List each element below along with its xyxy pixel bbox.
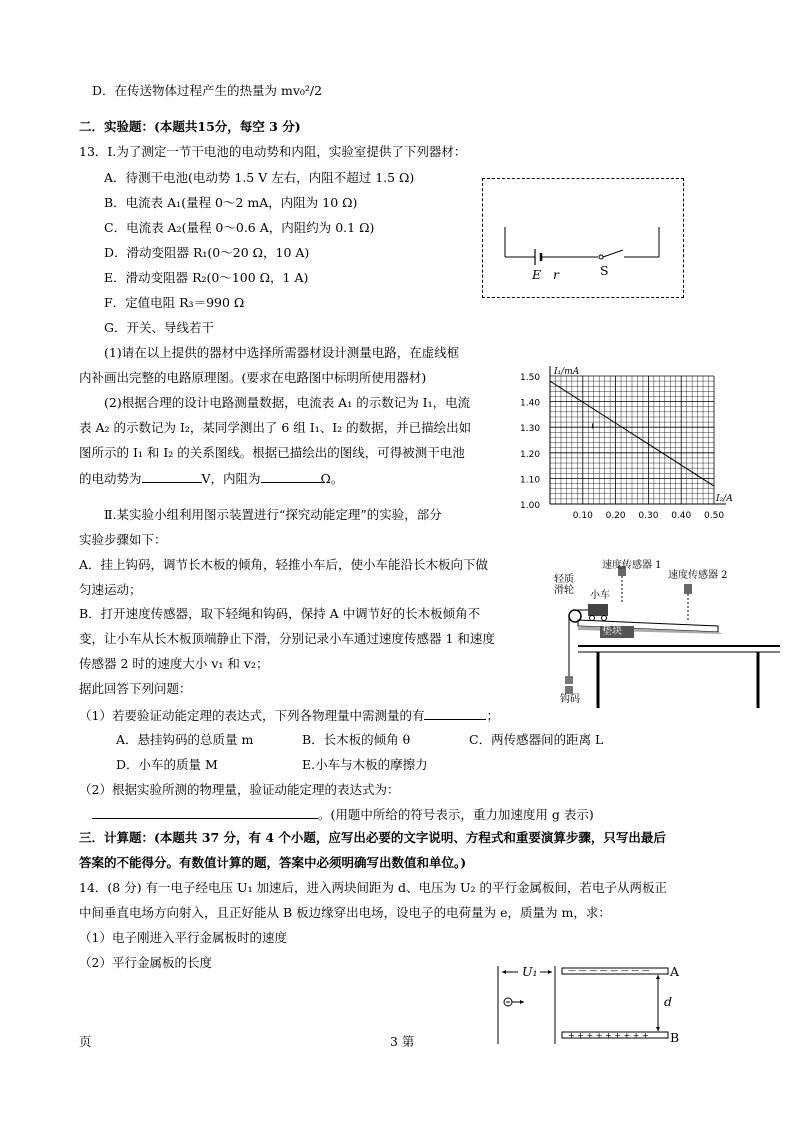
block-label: 垫块 xyxy=(602,626,622,637)
item-c: C．电流表 A₂(量程 0～0.6 A，内阻约为 0.1 Ω) xyxy=(104,220,375,235)
resistance-blank[interactable] xyxy=(261,470,321,483)
item-a: A．待测干电池(电动势 1.5 V 左右，内阻不超过 1.5 Ω) xyxy=(104,170,415,185)
step-b-line2: 变，让小车从长木板顶端静止下滑，分别记录小车通过速度传感器 1 和速度 xyxy=(79,631,495,646)
plates-drawing xyxy=(490,958,690,1048)
apparatus-figure xyxy=(548,558,780,708)
step-b-line3: 传感器 2 时的速度大小 v₁ 和 v₂； xyxy=(79,656,269,671)
emf-blank[interactable] xyxy=(142,470,202,483)
sub2-blank[interactable] xyxy=(92,806,318,819)
label-s: S xyxy=(600,263,609,278)
item-d: D．滑动变阻器 R₁(0～20 Ω，10 A) xyxy=(104,245,310,260)
choice-c: C．两传感器间的距离 L xyxy=(469,732,604,747)
q13-part2-line1: Ⅱ.某实验小组利用图示装置进行“探究动能定理”的实验，部分 xyxy=(104,507,442,522)
i1-i2-graph xyxy=(520,362,750,522)
sensor2-label: 速度传感器 2 xyxy=(668,570,728,581)
d-label: d xyxy=(664,994,673,1009)
q13-p2-line4: 的电动势为 V，内阻为 Ω。 xyxy=(79,471,344,486)
sub1-line: （1）若要验证动能定理的表达式，下列各物理量中需测量的有 ； xyxy=(79,708,499,723)
item-e: E．滑动变阻器 R₂(0～100 Ω，1 A) xyxy=(104,270,309,285)
y-tick-label: 1.00 xyxy=(520,501,541,511)
x-tick-label: 0.20 xyxy=(605,511,626,521)
x-tick-label: 0.40 xyxy=(671,511,692,521)
q14-line2: 中间垂直电场方向射入，且正好能从 B 板边缘穿出电场，设电子的电荷量为 e，质量为 m，求： xyxy=(79,905,611,920)
section-2-title: 二．实验题：(本题共15分，每空 3 分) xyxy=(79,119,301,134)
y-tick-label: 1.20 xyxy=(520,449,541,460)
q13-p2-line1: (2)根据合理的设计电路测量数据，电流表 A₁ 的示数记为 I₁，电流 xyxy=(104,395,471,410)
step-b-line1: B．打开速度传感器，取下轻绳和钩码，保持 A 中调节好的长木板倾角不 xyxy=(79,606,481,621)
sensor1-label: 速度传感器 1 xyxy=(602,560,662,571)
q14-line1: 14．(8 分) 有一电子经电压 U₁ 加速后，进入两块间距为 d、电压为 U₂ 的平行金属板间，若电子从两板正 xyxy=(79,880,668,895)
q14-sub2: （2）平行金属板的长度 xyxy=(79,955,212,970)
option-d: D．在传送物体过程产生的热量为 mv₀²/2 xyxy=(92,83,323,98)
answer-intro: 据此回答下列问题： xyxy=(79,681,192,696)
y-tick-label: 1.50 xyxy=(520,373,541,383)
graph-svg xyxy=(520,362,750,522)
sub1-blank[interactable] xyxy=(424,707,486,720)
x-tick-label: 0.50 xyxy=(704,511,725,521)
q14-sub1: （1）电子刚进入平行金属板时的速度 xyxy=(79,930,287,945)
svg-text:+ + + + + + + + +: + + + + + + + + + xyxy=(568,1031,649,1040)
u1-label: U₁ xyxy=(522,964,538,979)
y-tick-label: 1.40 xyxy=(520,398,541,409)
footer-left: 页 xyxy=(79,1034,92,1049)
footer-page: 3 第 xyxy=(390,1034,415,1049)
cart-label: 小车 xyxy=(590,590,610,601)
plate-a-label: A xyxy=(670,964,680,979)
q13-intro: 13．Ⅰ.为了测定一节干电池的电动势和内阻，实验室提供了下列器材： xyxy=(79,144,467,159)
choice-e: E.小车与木板的摩擦力 xyxy=(302,757,428,772)
q13-part2-line2: 实验步骤如下： xyxy=(79,532,167,547)
q13-p1-line2: 内补画出完整的电路原理图。(要求在电路图中标明所使用器材) xyxy=(79,370,427,385)
svg-text:— — — — — — — —: — — — — — — — — xyxy=(568,966,650,975)
plates-figure xyxy=(490,958,690,1048)
sub2-answer-line: 。(用题中所给的符号表示，重力加速度用 g 表示) xyxy=(92,806,594,823)
q13-p2-line3: 图所示的 I₁ 和 I₂ 的关系图线。根据已描绘出的图线，可得被测干电池 xyxy=(79,445,465,460)
step-a-line2: 匀速运动； xyxy=(79,582,142,597)
item-g: G．开关、导线若干 xyxy=(104,320,214,335)
q13-p2-line2: 表 A₂ 的示数记为 I₂，某同学测出了 6 组 I₁、I₂ 的数据，并已描绘出如 xyxy=(79,420,472,435)
plate-b-label: B xyxy=(670,1030,680,1045)
weight-label: 钩码 xyxy=(560,694,580,705)
item-f: F．定值电阻 R₃＝990 Ω xyxy=(104,295,245,310)
item-b: B．电流表 A₁(量程 0～2 mA，内阻为 10 Ω) xyxy=(104,195,358,210)
x-tick-label: 0.30 xyxy=(638,511,659,521)
section-3-line2: 答案的不能得分。有数值计算的题，答案中必须明确写出数值和单位。) xyxy=(79,855,467,870)
circuit-diagram xyxy=(483,179,683,297)
step-a-line1: A．挂上钩码，调节长木板的倾角，轻推小车后，使小车能沿长木板向下做 xyxy=(79,557,489,572)
section-3-line1: 三．计算题：(本题共 37 分，有 4 个小题，应写出必要的文字说明、方程式和重要演算步骤，只写出最后 xyxy=(79,830,666,845)
apparatus-drawing xyxy=(548,558,780,708)
q13-p1-line1: (1)请在以上提供的器材中选择所需器材设计测量电路，在虚线框 xyxy=(104,345,460,360)
x-axis-label: I₂/A xyxy=(716,494,733,504)
y-tick-label: 1.10 xyxy=(520,475,541,486)
choice-a: A．悬挂钩码的总质量 m xyxy=(116,732,254,747)
label-e: E xyxy=(532,267,542,282)
y-axis-label: I₁/mA xyxy=(554,367,580,377)
choice-b: B．长木板的倾角 θ xyxy=(302,732,411,747)
pulley-label: 轻质滑轮 xyxy=(554,574,574,596)
sub2-line: （2）根据实验所测的物理量，验证动能定理的表达式为： xyxy=(79,782,400,797)
circuit-dashed-box xyxy=(482,178,684,298)
y-tick-label: 1.30 xyxy=(520,424,541,435)
choice-d: D．小车的质量 M xyxy=(116,757,218,772)
x-tick-label: 0.10 xyxy=(572,511,593,521)
label-r: r xyxy=(553,267,559,282)
